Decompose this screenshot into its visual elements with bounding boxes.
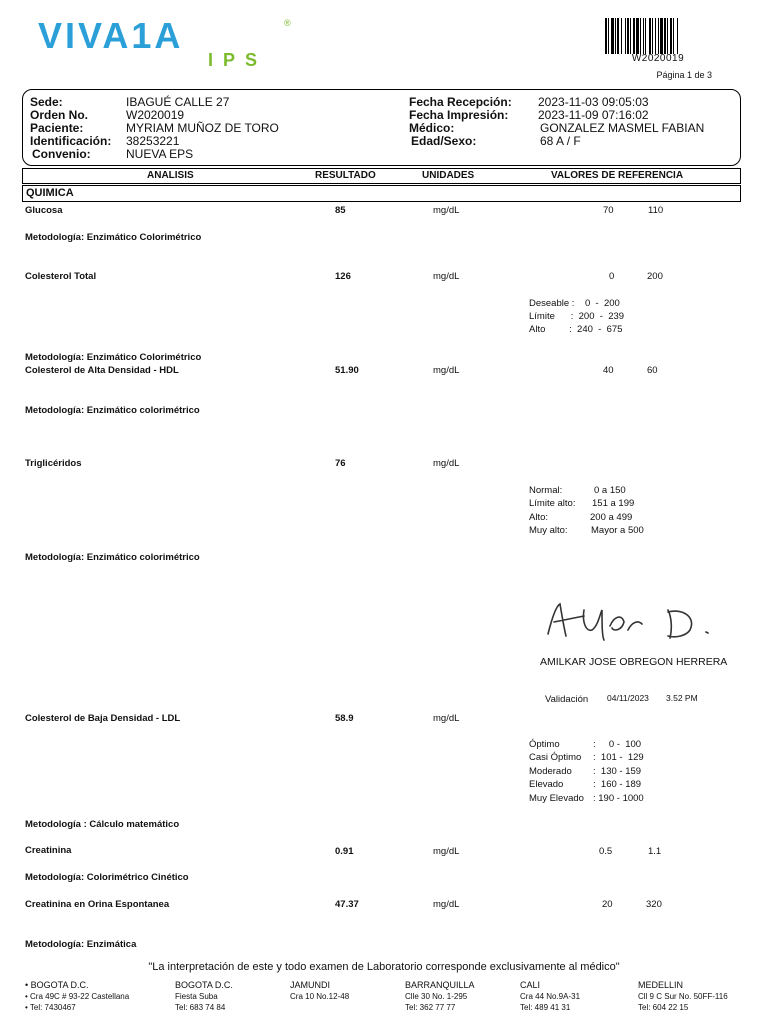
method-hdl: Metodología: Enzimático colorimétrico	[25, 405, 200, 416]
barcode-bar	[630, 18, 631, 54]
test-name-glucosa: Glucosa	[25, 205, 63, 216]
ref-high-hdl: 60	[647, 365, 658, 376]
range-ldl-label-3: Moderado	[529, 766, 572, 777]
test-name-creatinina-orina: Creatinina en Orina Espontanea	[25, 899, 170, 910]
svg-text:®: ®	[284, 18, 291, 28]
label-sede: Sede:	[30, 95, 63, 109]
value-sede: IBAGUÉ CALLE 27	[126, 95, 230, 109]
range-ldl-label-5: Muy Elevado	[529, 793, 584, 804]
barcode-number: W2020019	[631, 53, 685, 64]
barcode-bar	[673, 18, 674, 54]
result-creatinina: 0.91	[335, 846, 354, 857]
office-bogota-castellana: • BOGOTA D.C. • Cra 49C # 93-22 Castellana • Tel: 7430467	[25, 980, 130, 1012]
validation-label: Validación	[545, 694, 589, 705]
barcode-bar	[625, 18, 626, 54]
method-ldl: Metodología : Cálculo matemático	[25, 819, 180, 830]
range-trig-label-3: Alto:	[529, 512, 549, 523]
doctor-signature-image	[540, 600, 720, 644]
test-name-trigliceridos: Triglicéridos	[25, 458, 82, 469]
ref-low-creatinina-orina: 20	[602, 899, 613, 910]
office-bogota-suba: BOGOTA D.C. Fiesta Suba Tel: 683 74 84	[175, 980, 233, 1012]
label-fecha-recepcion: Fecha Recepción:	[409, 95, 512, 109]
barcode-bar	[649, 18, 651, 54]
ref-low-hdl: 40	[603, 365, 614, 376]
ref-high-glucosa: 110	[648, 205, 664, 216]
svg-text:IPS: IPS	[208, 50, 268, 70]
unit-colesterol: mg/dL	[433, 271, 460, 282]
range-ldl-value-1: : 0 - 100	[593, 739, 642, 750]
method-colesterol: Metodología: Enzimático Colorimétrico	[25, 352, 202, 363]
unit-glucosa: mg/dL	[433, 205, 460, 216]
office-barranquilla: BARRANQUILLA Clle 30 No. 1-295 Tel: 362 77 77	[405, 980, 475, 1012]
value-fecha-recepcion: 2023-11-03 09:05:03	[538, 95, 649, 109]
result-glucosa: 85	[335, 205, 346, 216]
method-glucosa: Metodología: Enzimático Colorimétrico	[25, 232, 202, 243]
test-name-creatinina: Creatinina	[25, 845, 72, 856]
range-trig-label-2: Límite alto:	[529, 498, 576, 509]
range-ldl-label-1: Óptimo	[529, 739, 560, 750]
col-resultado: RESULTADO	[315, 170, 376, 181]
ref-high-colesterol: 200	[647, 271, 663, 282]
value-edad-sexo: 68 A / F	[540, 134, 581, 148]
ref-high-creatinina-orina: 320	[646, 899, 662, 910]
validation-time: 3.52 PM	[666, 693, 698, 703]
method-creatinina: Metodología: Colorimétrico Cinético	[25, 872, 189, 883]
test-name-hdl: Colesterol de Alta Densidad - HDL	[25, 365, 179, 376]
barcode-bar	[615, 18, 616, 54]
svg-text:VIVA1A: VIVA1A	[38, 15, 184, 56]
barcode-image	[604, 18, 712, 54]
range-trig-value-4: Mayor a 500	[591, 525, 644, 536]
value-fecha-impresion: 2023-11-09 07:16:02	[538, 108, 649, 122]
col-analisis: ANALISIS	[147, 170, 194, 181]
range-ldl-value-2: : 101 - 129	[593, 752, 644, 763]
signer-name: AMILKAR JOSE OBREGON HERRERA	[540, 656, 728, 668]
range-ldl-label-2: Casi Óptimo	[529, 752, 582, 763]
unit-hdl: mg/dL	[433, 365, 460, 376]
unit-creatinina-orina: mg/dL	[433, 899, 460, 910]
office-jamundi: JAMUNDI Cra 10 No.12-48	[290, 980, 350, 1001]
barcode-bar	[643, 18, 644, 54]
test-name-colesterol: Colesterol Total	[25, 271, 97, 282]
barcode-bar	[636, 18, 639, 54]
label-medico: Médico:	[409, 121, 455, 135]
range-ldl-label-4: Elevado	[529, 779, 564, 790]
barcode-bar	[627, 18, 629, 54]
value-paciente: MYRIAM MUÑOZ DE TORO	[126, 121, 279, 135]
range-trig-value-1: 0 a 150	[594, 485, 626, 496]
ref-low-creatinina: 0.5	[599, 846, 613, 857]
label-convenio: Convenio:	[32, 147, 91, 161]
range-trig-value-3: 200 a 499	[590, 512, 633, 523]
label-edad-sexo: Edad/Sexo:	[411, 134, 477, 148]
barcode-bar	[617, 18, 619, 54]
value-convenio: NUEVA EPS	[126, 147, 194, 161]
barcode-bar	[655, 18, 656, 54]
barcode-bar	[640, 18, 641, 54]
range-ldl-value-3: : 130 - 159	[593, 766, 642, 777]
office-cali: CALI Cra 44 No.9A-31 Tel: 489 41 31	[520, 980, 581, 1012]
label-identificacion: Identificación:	[30, 134, 112, 148]
ref-low-glucosa: 70	[603, 205, 614, 216]
label-paciente: Paciente:	[30, 121, 84, 135]
barcode-bar	[677, 18, 678, 54]
barcode-bar	[608, 18, 609, 54]
result-ldl: 58.9	[335, 713, 354, 724]
section-title: QUIMICA	[26, 187, 74, 199]
unit-ldl: mg/dL	[433, 713, 460, 724]
col-unidades: UNIDADES	[422, 170, 475, 181]
range-ldl-value-5: : 190 - 1000	[593, 793, 644, 804]
result-trigliceridos: 76	[335, 458, 346, 469]
unit-trigliceridos: mg/dL	[433, 458, 460, 469]
test-name-ldl: Colesterol de Baja Densidad - LDL	[25, 713, 181, 724]
method-creatinina-orina: Metodología: Enzimática	[25, 939, 137, 950]
barcode-bar	[660, 18, 663, 54]
barcode-bar	[670, 18, 672, 54]
range-trig-label-4: Muy alto:	[529, 525, 568, 536]
viva1a-ips-logo	[36, 14, 296, 70]
barcode-bar	[633, 18, 635, 54]
barcode-bar	[611, 18, 614, 54]
barcode-bar	[645, 18, 646, 54]
range-trig-label-1: Normal:	[529, 485, 563, 496]
section-quimica	[22, 185, 741, 202]
office-medellin: MEDELLIN Cll 9 C Sur No. 50FF-116 Tel: 604 22 15	[638, 980, 728, 1012]
barcode-bar	[652, 18, 653, 54]
value-orden: W2020019	[126, 108, 185, 122]
unit-creatinina: mg/dL	[433, 846, 460, 857]
barcode-bar	[667, 18, 668, 54]
range-colesterol-alto: Alto : 240 - 675	[529, 324, 623, 335]
page-number: Página 1 de 3	[656, 70, 712, 80]
range-trig-value-2: 151 a 199	[592, 498, 635, 509]
barcode-bar	[658, 18, 659, 54]
label-fecha-impresion: Fecha Impresión:	[409, 108, 509, 122]
value-identificacion: 38253221	[126, 134, 180, 148]
label-orden: Orden No.	[30, 108, 89, 122]
result-hdl: 51.90	[335, 365, 359, 376]
ref-low-colesterol: 0	[609, 271, 615, 282]
range-ldl-value-4: : 160 - 189	[593, 779, 642, 790]
value-medico: GONZALEZ MASMEL FABIAN	[540, 121, 705, 135]
col-valores-referencia: VALORES DE REFERENCIA	[551, 170, 684, 181]
result-colesterol: 126	[335, 271, 351, 282]
footer-disclaimer: "La interpretación de este y todo examen de Laboratorio corresponde exclusivamente al médico"	[148, 961, 620, 973]
method-trigliceridos: Metodología: Enzimático colorimétrico	[25, 552, 200, 563]
barcode-bar	[605, 18, 607, 54]
ref-high-creatinina: 1.1	[648, 846, 662, 857]
validation-date: 04/11/2023	[607, 693, 649, 703]
result-creatinina-orina: 47.37	[335, 899, 359, 910]
range-colesterol-limite: Límite : 200 - 239	[529, 311, 625, 322]
barcode-bar	[664, 18, 666, 54]
barcode-bar	[621, 18, 622, 54]
range-colesterol-deseable: Deseable : 0 - 200	[529, 298, 620, 309]
column-header-row	[22, 168, 741, 184]
